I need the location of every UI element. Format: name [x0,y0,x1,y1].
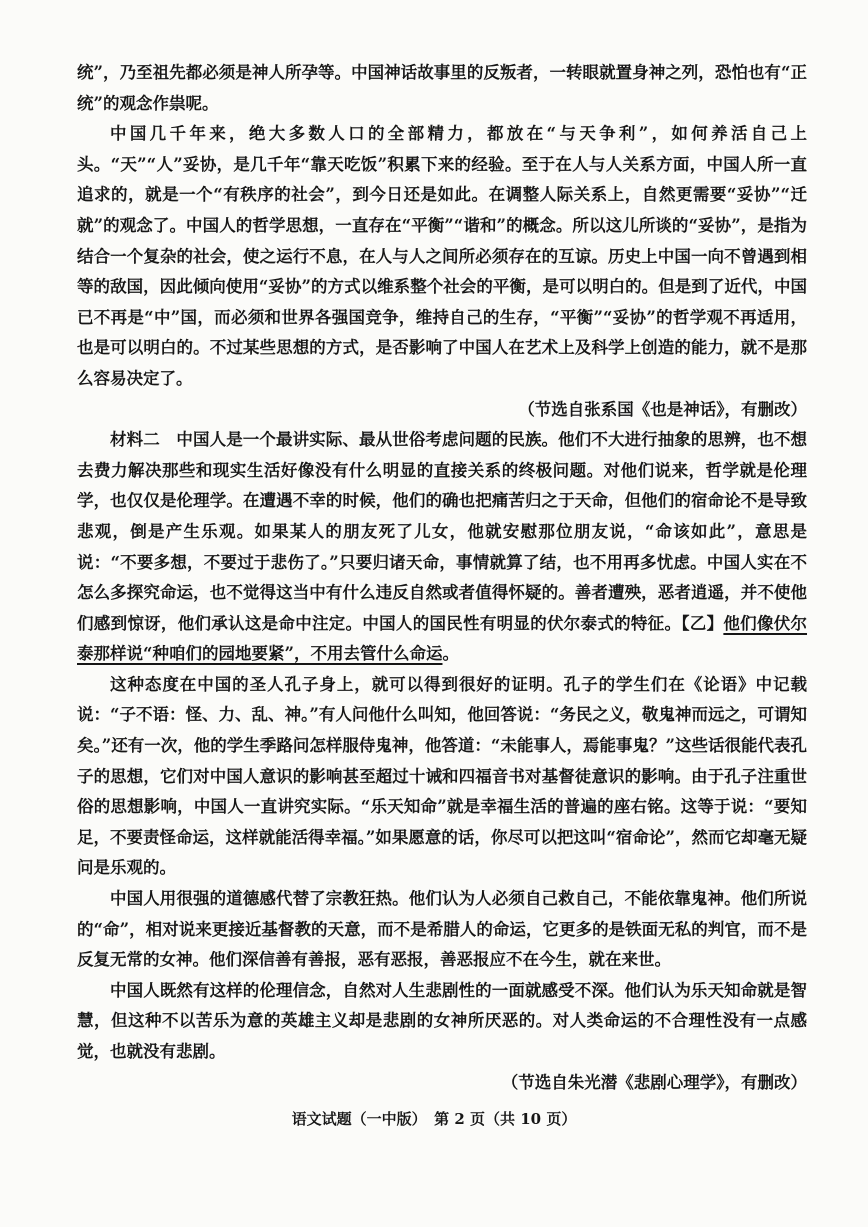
underlined-sentence: 他们像伏尔泰那样说“种咱们的园地要紧”，不用去管什么命运 [77,613,808,664]
material-label: 材料二 [110,430,160,450]
material-two-text: 中国人是一个最讲实际、最从世俗考虑问题的民族。他们不大进行抽象的思辨，也不想去费力解决那些和现实生活好像没有什么明显的直接关系的终极问题。对他们说来，哲学就是伦理学，也仅仅是伦理学。在遭遇不幸的时候，他们的确也把痛苦归之于天命，但他们的宿命论不是导致悲观，倒是产生乐观。如果某人的朋友死了儿女，他就安慰那位朋友说，“命该如此”，意思是说：“不要多想，不要过于悲伤了。”只要归诸天命，事情就算了结，也不用再多忧虑。中国人实在不怎么多探究命运，也不觉得这当中有什么违反自然或者值得怀疑的。善者遭殃，恶者逍遥，并不使他们感到惊讶，他们承认这是命中注定。中国人的国民性有明显的伏尔泰式的特征。 [77,430,808,633]
page-footer: 语文试题（一中版） 第 2 页（共 10 页） [291,1110,577,1128]
paragraph-tragedy: 中国人既然有这样的伦理信念，自然对人生悲剧性的一面就感受不深。他们认为乐天知命就是智慧，但这种不以苦乐为意的英雄主义却是悲剧的女神所厌恶的。对人类命运的不合理性没有一点感觉，也就没有悲剧。 [77,980,807,1061]
question-mark-yi: 【乙】 [681,613,724,633]
paragraph-continuation: 统”，乃至祖先都必须是神人所孕等。中国神话故事里的反叛者，一转眼就置身神之列，恐怕也有“正统”的观念作祟呢。 [77,63,807,113]
sentence-end: 。 [442,644,459,664]
source-citation-2: （节选自朱光潜《悲剧心理学》，有删改） [501,1072,807,1092]
paragraph-compromise: 中国几千年来，绝大多数人口的全部精力，都放在“与天争利”，如何养活自己上头。“天”“人”妥协，是几千年“靠天吃饭”积累下来的经验。至于在人与人关系方面，中国人所一直追求的，就是一个“有秩序的社会”，到今日还是如此。在调整人际关系上，自然更需要“妥协”“迁就”的观念了。中国人的哲学思想，一直存在“平衡”“谐和”的概念。所以这儿所谈的“妥协”，是指为结合一个复杂的社会，使之运行不息，在人与人之间所必须存在的互谅。历史上中国一向不曾遇到相等的敌国，因此倾向使用“妥协”的方式以维系整个社会的平衡，是可以明白的。但是到了近代，中国已不再是“中”国，而必须和世界各强国竞争，维持自己的生存，“平衡”“妥协”的哲学观不再适用，也是可以明白的。不过某些思想的方式，是否影响了中国人在艺术上及科学上创造的能力，就不是那么容易决定了。 [77,124,807,388]
paragraph-confucius: 这种态度在中国的圣人孔子身上，就可以得到很好的证明。孔子的学生们在《论语》中记载说：“子不语：怪、力、乱、神。”有人问他什么叫知，他回答说：“务民之义，敬鬼神而远之，可谓知矣。”还有一次，他的学生季路问怎样服侍鬼神，他答道：“未能事人，焉能事鬼？”这些话很能代表孔子的思想，它们对中国人意识的影响甚至超过十诫和四福音书对基督徒意识的影响。由于孔子注重世俗的思想影响，中国人一直讲究实际。“乐天知命”就是幸福生活的普遍的座右铭。这等于说：“要知足，不要责怪命运，这样就能活得幸福。”如果愿意的话，你尽可以把这叫“宿命论”，然而它却毫无疑问是乐观的。 [77,674,807,878]
page-content [77,58,807,1098]
paragraph-material-two [77,425,807,670]
paragraph-morality: 中国人用很强的道德感代替了宗教狂热。他们认为人必须自己救自己，不能依靠鬼神。他们所说的“命”，相对说来更接近基督教的天意，而不是希腊人的命运，它更多的是铁面无私的判官，而不是反复无常的女神。他们深信善有善报，恶有恶报，善恶报应不在今生，就在来世。 [77,889,807,970]
source-citation-1: （节选自张系国《也是神话》，有删改） [518,399,807,419]
